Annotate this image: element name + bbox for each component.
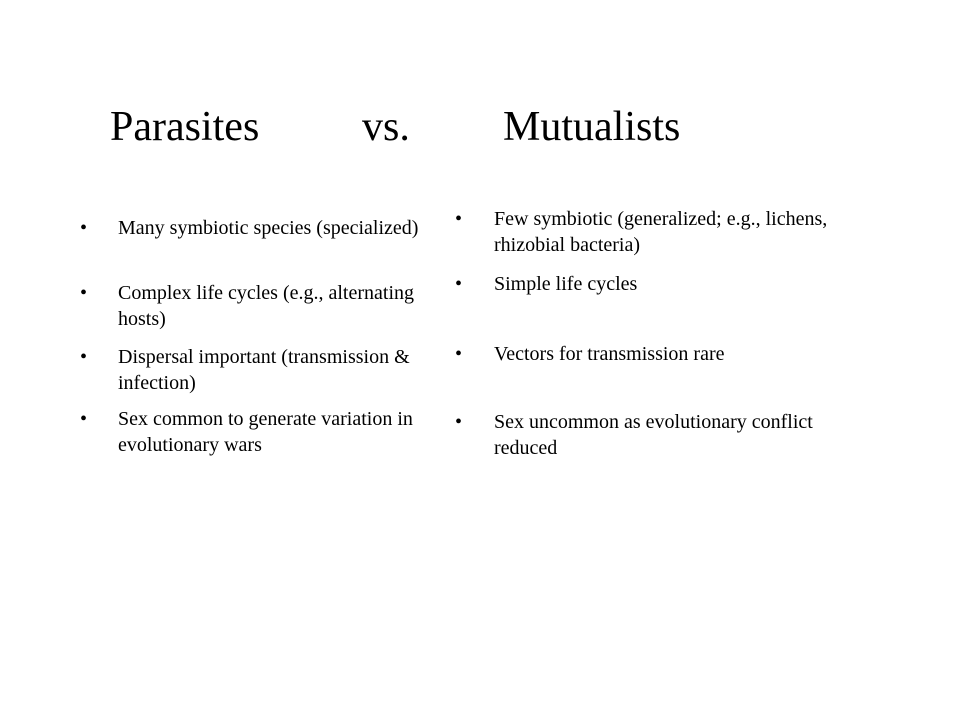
title-mutualists: Mutualists [503,104,681,150]
parasites-item-4: Sex common to generate variation in evolutionary wars [118,408,413,456]
bullet-icon: • [455,208,463,230]
parasites-item-2: Complex life cycles (e.g., alternating hosts) [118,282,415,330]
bullet-icon: • [455,273,463,295]
mutualists-item-3: Vectors for transmission rare [494,343,725,365]
slide-title [0,102,960,152]
title-parasites: Parasites [110,104,260,150]
mutualists-item-2: Simple life cycles [494,273,638,295]
bullet-icon: • [80,217,88,239]
mutualists-item-1: Few symbiotic (generalized; e.g., lichens, rhizobial bacteria) [494,208,828,256]
bullet-icon: • [455,343,463,365]
mutualists-item-4: Sex uncommon as evolutionary conflict reduced [494,411,813,459]
bullet-icon: • [455,411,463,433]
bullet-icon: • [80,408,88,430]
bullet-icon: • [80,346,88,368]
parasites-item-3: Dispersal important (transmission & infection) [118,346,410,394]
parasites-item-1: Many symbiotic species (specialized) [118,217,419,239]
title-versus: vs. [362,104,410,150]
bullet-icon: • [80,282,88,304]
